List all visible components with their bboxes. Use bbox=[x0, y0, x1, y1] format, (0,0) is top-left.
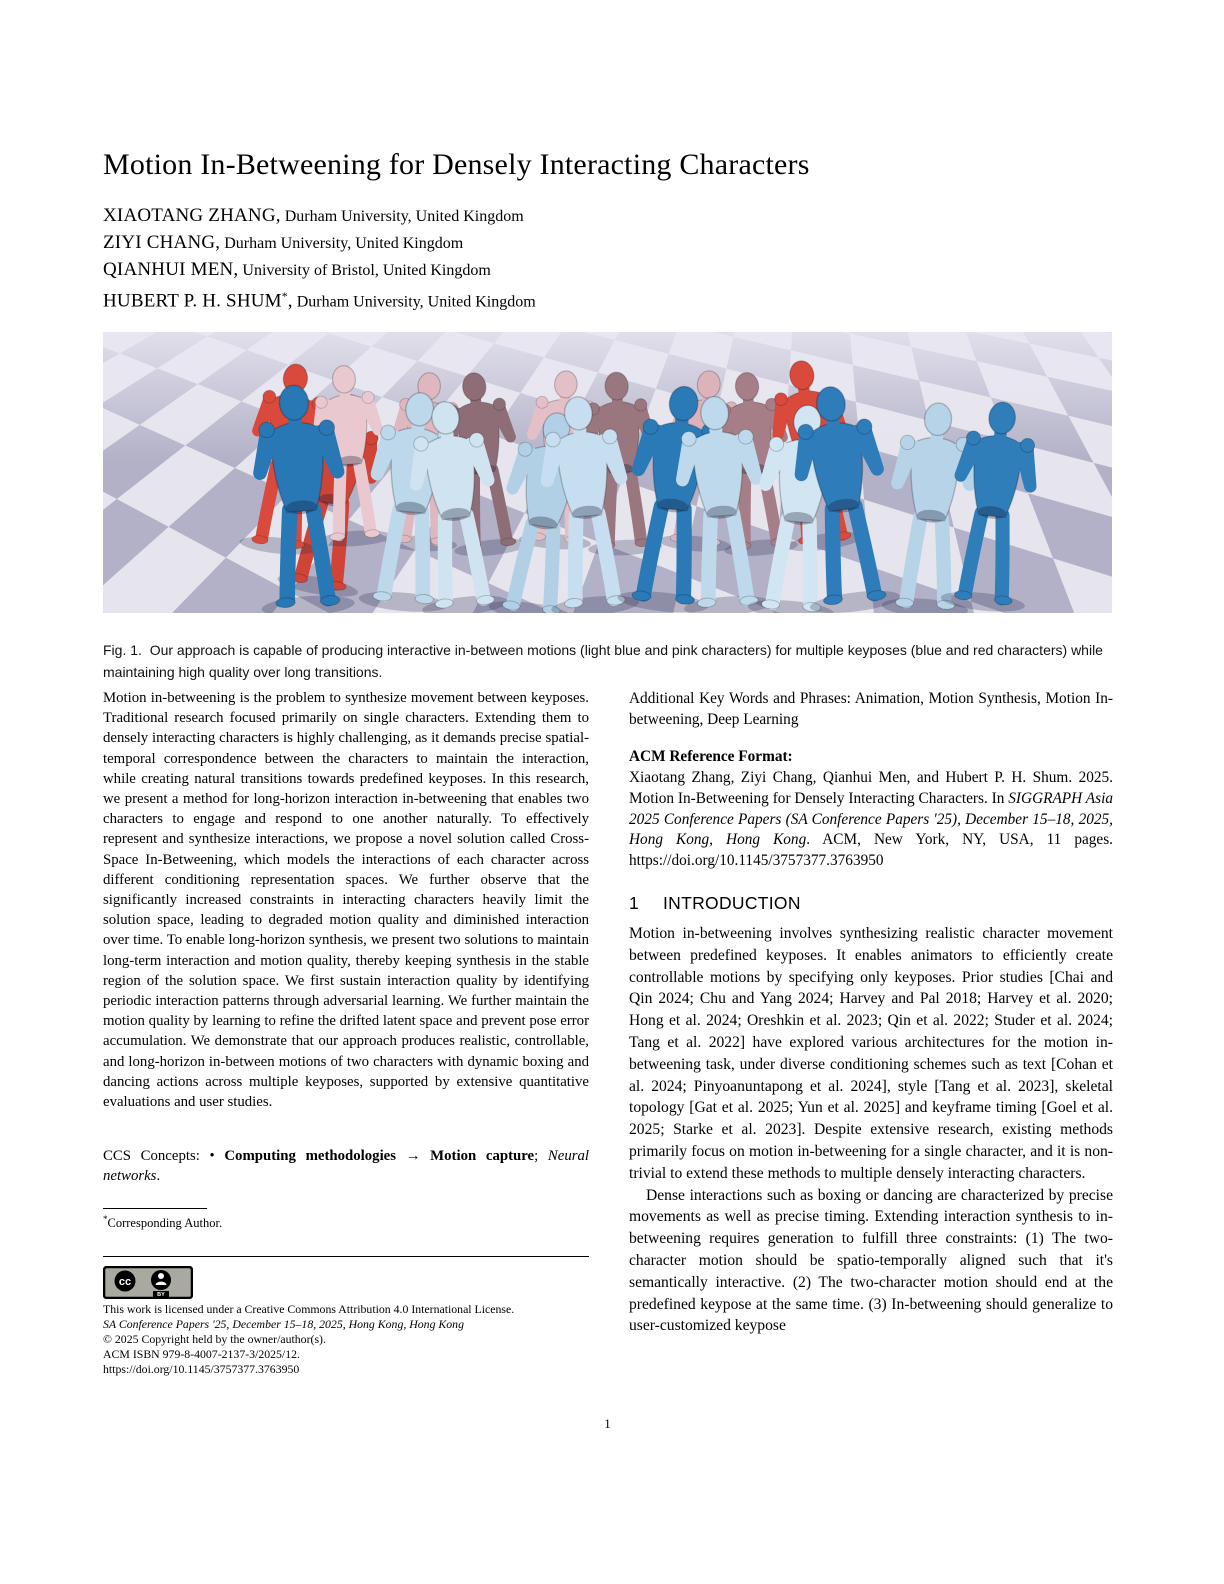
ccs-concepts bbox=[103, 1146, 589, 1186]
section-number: 1 bbox=[629, 893, 640, 913]
footnote-text: Corresponding Author. bbox=[107, 1216, 223, 1231]
ccs-bullet: • bbox=[209, 1148, 225, 1164]
ccs-arrow: → bbox=[396, 1148, 431, 1164]
ccs-concept-1: Computing methodologies bbox=[224, 1148, 397, 1164]
section-heading-introduction bbox=[629, 893, 1113, 914]
author-row bbox=[103, 202, 1003, 229]
footnote-rule bbox=[103, 1208, 207, 1209]
ccs-separator: ; bbox=[534, 1148, 548, 1164]
intro-paragraph-1: Motion in-betweening involves synthesizing realistic character movement between predefined keyposes. It enables animators to efficiently create controllable motions by specifying only keyposes. Prior studies [Chai and Qin 2024; Chu and Yang 2024; Harvey and Pal 2018; Harvey et al. 2020; Hong et al. 2024; Oreshkin et al. 2023; Qin et al. 2022; Studer et al. 2024; Tang et al. 2022] have explored various architectures for the motion in-betweening task, under diverse conditioning schemes such as text [Cohan et al. 2024; Pinyoanuntapong et al. 2024], style [Tang et al. 2023], skeletal topology [Gat et al. 2025; Yun et al. 2025] and keyframe timing [Goel et al. 2025; Starke et al. 2023]. Despite extensive research, existing methods primarily focus on motion in-betweening for a single character, and it is non-trivial to extend these methods to multiple densely interacting characters. bbox=[629, 925, 1113, 1182]
author-name-comma: , bbox=[287, 290, 293, 312]
author-name: HUBERT P. H. SHUM bbox=[103, 290, 282, 312]
license-block bbox=[103, 1302, 589, 1377]
cc-by-badge[interactable] bbox=[103, 1266, 193, 1304]
teaser-figure bbox=[103, 332, 1112, 613]
isbn-line: ACM ISBN 979-8-4007-2137-3/2025/12. bbox=[103, 1347, 300, 1361]
license-statement: This work is licensed under a Creative Commons Attribution 4.0 International License. bbox=[103, 1302, 515, 1316]
section-title: INTRODUCTION bbox=[663, 893, 801, 913]
acm-reference bbox=[629, 768, 1113, 872]
figure-caption bbox=[103, 639, 1112, 683]
acm-reference-heading: ACM Reference Format: bbox=[629, 748, 793, 765]
corresponding-author-asterisk: * bbox=[281, 289, 288, 303]
doi-link[interactable]: https://doi.org/10.1145/3757377.3763950 bbox=[103, 1362, 300, 1376]
author-name: QIANHUI MEN, bbox=[103, 259, 239, 280]
author-name: XIAOTANG ZHANG, bbox=[103, 205, 281, 226]
ccs-concept-2: Motion capture bbox=[430, 1148, 535, 1164]
author-affiliation: Durham University, United Kingdom bbox=[296, 293, 536, 311]
svg-text:BY: BY bbox=[157, 1292, 165, 1298]
copyright-line: © 2025 Copyright held by the owner/author(s). bbox=[103, 1332, 326, 1346]
author-row bbox=[103, 256, 1003, 283]
author-row bbox=[103, 283, 1003, 310]
paper-title: Motion In-Betweening for Densely Interacting Characters bbox=[103, 148, 810, 181]
acm-reference-post: . ACM, New York, NY, USA, 11 pages. https://doi.org/10.1145/3757377.3763950 bbox=[629, 831, 1113, 870]
acm-reference-pre: Xiaotang Zhang, Ziyi Chang, Qianhui Men, and Hubert P. H. Shum. 2025. Motion In-Betweening for Densely Interacting Characters. In bbox=[629, 769, 1113, 807]
author-affiliation: Durham University, United Kingdom bbox=[284, 208, 524, 225]
keywords: Additional Key Words and Phrases: Animation, Motion Synthesis, Motion In-betweening, Deep Learning bbox=[629, 690, 1113, 728]
page-number: 1 bbox=[604, 1416, 611, 1431]
figure-caption-label: Fig. 1. bbox=[103, 642, 142, 658]
footnote-marker: * bbox=[103, 1214, 108, 1224]
author-affiliation: University of Bristol, United Kingdom bbox=[242, 262, 491, 279]
ccs-label: CCS Concepts: bbox=[103, 1148, 210, 1164]
author-affiliation: Durham University, United Kingdom bbox=[224, 235, 464, 252]
acm-reference-venue: SIGGRAPH Asia 2025 Conference Papers (SA Conference Papers '25), December 15–18, 2025, Hong Kong, Hong Kong bbox=[629, 789, 1113, 849]
ccs-concept-3: Neural networks bbox=[103, 1148, 590, 1185]
author-block bbox=[103, 202, 1003, 310]
figure-caption-text: Our approach is capable of producing interactive in-between motions (light blue and pink characters) for multiple keyposes (blue and red characters) while maintaining high quality over long transitions. bbox=[103, 642, 1103, 680]
abstract: Motion in-betweening is the problem to synthesize movement between keyposes. Traditional research focused primarily on single characters. Extending them to densely interacting characters is highly challenging, as it demands precise spatial-temporal correspondence between the characters to maintain the interaction, while creating natural transitions towards predefined keyposes. In this research, we present a method for long-horizon interaction in-betweening that enables two characters to engage and respond to one another naturally. To effectively represent and synthesize interactions, we propose a novel solution called Cross-Space In-Betweening, which models the interactions of each character across different conditioning representation spaces. We further observe that the significantly increased constraints in interacting characters heavily limit the solution space, leading to degraded motion quality and diminished interaction over time. To enable long-horizon synthesis, we present two solutions to maintain long-term interaction and motion quality, thereby keeping synthesis in the stable region of the solution space. We first sustain interaction quality by identifying periodic interaction patterns through adversarial learning. We further maintain the motion quality by learning to refine the drifted latent space and prevent pose error accumulation. We demonstrate that our approach produces realistic, controllable, and long-horizon in-between motions of two characters with dynamic boxing and dancing actions across multiple keyposes, supported by extensive quantitative evaluations and user studies. bbox=[103, 690, 589, 1111]
license-rule bbox=[103, 1256, 589, 1257]
cc-by-badge-graphic bbox=[103, 1266, 193, 1299]
author-row bbox=[103, 229, 1003, 256]
svg-text:cc: cc bbox=[118, 1276, 132, 1288]
ccs-period: . bbox=[156, 1168, 161, 1185]
conference-line: SA Conference Papers '25, December 15–18, 2025, Hong Kong, Hong Kong bbox=[103, 1317, 464, 1331]
intro-paragraph-2: Dense interactions such as boxing or dancing are characterized by precise movements as well as precise timing. Extending interaction synthesis to in-betweening requires generation to fulfill three constraints: (1) The two-character motion should be spatio-temporally aligned such that it's semantically interactive. (2) The two-character motion should end at the predefined keypose at the same time. (3) In-betweening should generalize to user-customized keypose bbox=[629, 1186, 1113, 1335]
author-name: ZIYI CHANG, bbox=[103, 232, 221, 253]
corresponding-author-footnote bbox=[103, 1214, 589, 1231]
introduction-body bbox=[629, 923, 1113, 1337]
